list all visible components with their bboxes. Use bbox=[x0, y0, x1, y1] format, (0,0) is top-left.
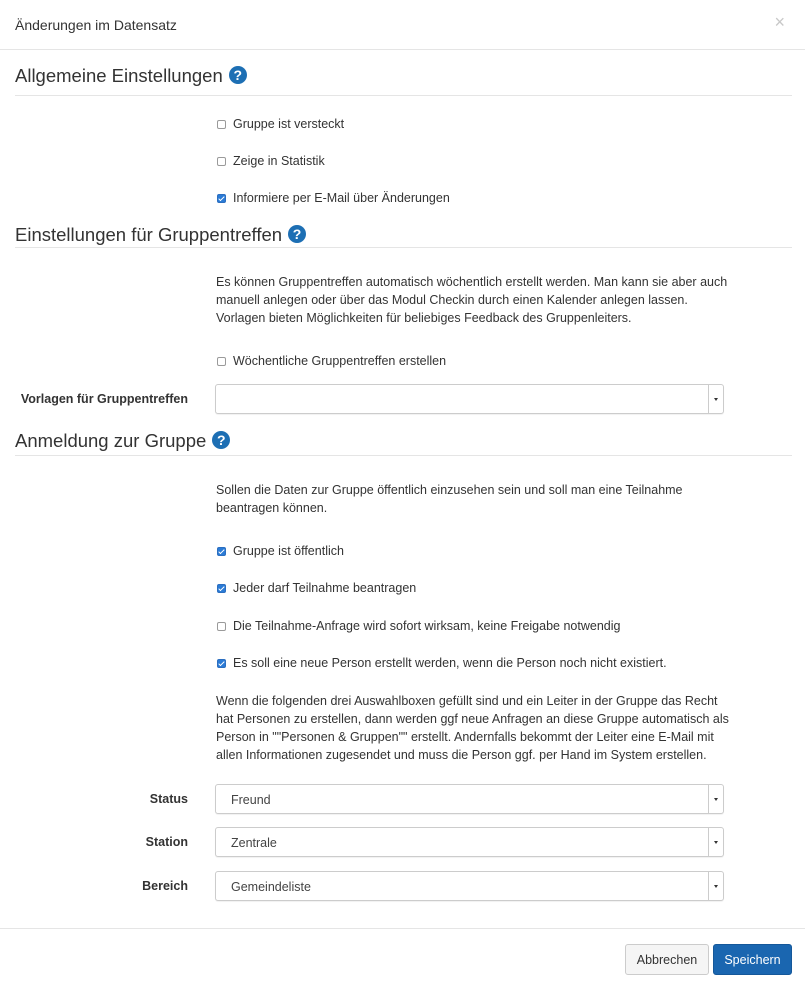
modal-footer bbox=[0, 928, 805, 987]
save-button[interactable]: Speichern bbox=[713, 944, 792, 975]
option-create-person[interactable] bbox=[217, 656, 667, 670]
option-label: Gruppe ist öffentlich bbox=[233, 544, 344, 558]
checkbox-request-immediate[interactable] bbox=[217, 622, 226, 631]
checkbox-create-person[interactable] bbox=[217, 659, 226, 668]
section-title-general-text: Allgemeine Einstellungen bbox=[15, 65, 223, 86]
area-select[interactable] bbox=[215, 871, 724, 901]
section-title-signup-text: Anmeldung zur Gruppe bbox=[15, 430, 207, 451]
templates-select[interactable] bbox=[215, 384, 724, 414]
chevron-down-icon[interactable] bbox=[708, 828, 723, 856]
close-icon[interactable]: × bbox=[774, 12, 785, 32]
section-title-general bbox=[15, 65, 247, 87]
section-title-meetings bbox=[15, 224, 306, 246]
select-value: Zentrale bbox=[231, 836, 277, 850]
checkbox-hidden-group[interactable] bbox=[217, 120, 226, 129]
option-label: Gruppe ist versteckt bbox=[233, 117, 345, 131]
signup-description: Sollen die Daten zur Gruppe öffentlich einzusehen sein und soll man eine Teilnahme beantragen können. bbox=[216, 483, 683, 515]
station-label: Station bbox=[145, 835, 188, 849]
status-label: Status bbox=[149, 792, 188, 806]
option-label: Wöchentliche Gruppentreffen erstellen bbox=[233, 354, 447, 368]
station-select[interactable] bbox=[215, 827, 724, 857]
option-label: Die Teilnahme-Anfrage wird sofort wirksam, keine Freigabe notwendig bbox=[233, 619, 621, 633]
option-email-notify[interactable] bbox=[217, 191, 450, 205]
checkbox-anyone-may-request[interactable] bbox=[217, 584, 226, 593]
help-icon[interactable]: ? bbox=[229, 66, 247, 84]
option-request-immediate[interactable] bbox=[217, 619, 620, 633]
section-divider bbox=[15, 455, 792, 456]
section-title-signup bbox=[15, 430, 230, 452]
cancel-button[interactable]: Abbrechen bbox=[625, 944, 709, 975]
chevron-down-icon[interactable] bbox=[708, 385, 723, 413]
modal-header bbox=[0, 0, 805, 50]
meetings-description: Es können Gruppentreffen automatisch wöchentlich erstellt werden. Man kann sie aber auch manuell anlegen oder über das Modul Checkin durch einen Kalender anlegen lassen. Vorlagen bieten Möglichkeiten für beliebiges Feedback des Gruppenleiters. bbox=[216, 275, 728, 325]
option-hidden-group[interactable] bbox=[217, 117, 344, 131]
checkbox-show-in-statistics[interactable] bbox=[217, 157, 226, 166]
section-title-meetings-text: Einstellungen für Gruppentreffen bbox=[15, 224, 283, 245]
section-divider bbox=[15, 95, 792, 96]
help-icon[interactable]: ? bbox=[212, 431, 230, 449]
help-icon[interactable]: ? bbox=[288, 225, 306, 243]
checkbox-weekly-meetings[interactable] bbox=[217, 357, 226, 366]
templates-label: Vorlagen für Gruppentreffen bbox=[20, 392, 188, 406]
option-label: Jeder darf Teilnahme beantragen bbox=[233, 581, 417, 595]
signup-info: Wenn die folgenden drei Auswahlboxen gefüllt sind und ein Leiter in der Gruppe das Recht hat Personen zu erstellen, dann werden ggf neue Anfragen an diese Gruppe automatisch als Person in ""Personen & Gruppen"" erstellt. Andernfalls bekommt der Leiter eine E-Mail mit allen Informationen zugesendet und muss die Person ggf. per Hand im System erstellen. bbox=[216, 694, 729, 762]
chevron-down-icon[interactable] bbox=[708, 872, 723, 900]
option-show-in-statistics[interactable] bbox=[217, 154, 325, 168]
option-label: Es soll eine neue Person erstellt werden, wenn die Person noch nicht existiert. bbox=[233, 656, 667, 670]
option-label: Informiere per E-Mail über Änderungen bbox=[233, 191, 450, 205]
option-label: Zeige in Statistik bbox=[233, 154, 325, 168]
section-divider bbox=[15, 247, 792, 248]
option-anyone-may-request[interactable] bbox=[217, 581, 416, 595]
chevron-down-icon[interactable] bbox=[708, 785, 723, 813]
checkbox-group-public[interactable] bbox=[217, 547, 226, 556]
checkbox-email-notify[interactable] bbox=[217, 194, 226, 203]
option-weekly-meetings[interactable] bbox=[217, 354, 446, 368]
option-group-public[interactable] bbox=[217, 544, 344, 558]
area-label: Bereich bbox=[142, 879, 188, 893]
select-value: Gemeindeliste bbox=[231, 880, 311, 894]
modal-title: Änderungen im Datensatz bbox=[15, 17, 177, 33]
select-value: Freund bbox=[231, 793, 271, 807]
status-select[interactable] bbox=[215, 784, 724, 814]
